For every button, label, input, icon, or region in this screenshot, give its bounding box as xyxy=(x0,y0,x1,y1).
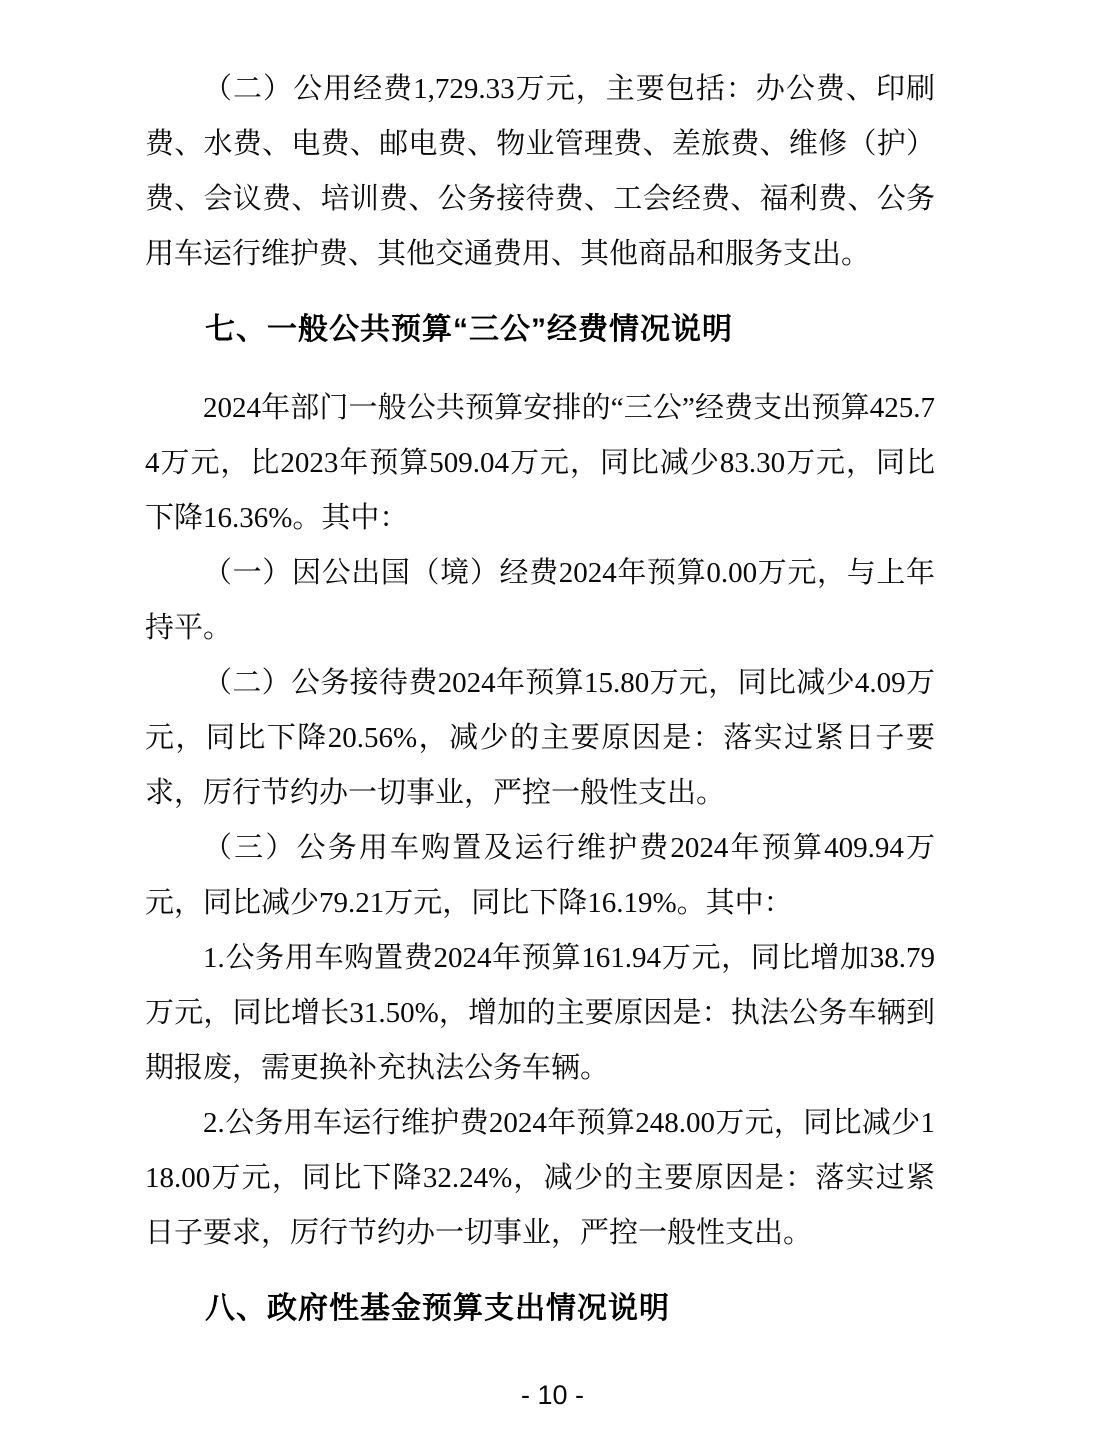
page-number: - 10 - xyxy=(520,1380,585,1410)
paragraph-overseas-travel-expense: （一）因公出国（境）经费2024年预算0.00万元，与上年持平。 xyxy=(145,557,935,644)
heading-section-8-government-fund-budget: 八、政府性基金预算支出情况说明 xyxy=(205,1292,670,1325)
page-footer xyxy=(0,1378,1105,1412)
paragraph-sangong-budget-overview: 2024年部门一般公共预算安排的“三公”经费支出预算425.74万元，比2023年预算509.04万元，同比减少83.30万元，同比下降16.36%。其中： xyxy=(145,392,935,534)
paragraph-vehicle-operation-maintenance-expense: 2.公务用车运行维护费2024年预算248.00万元，同比减少118.00万元，同比下降32.24%，减少的主要原因是：落实过紧日子要求，厉行节约办一切事业，严控一般性支出。 xyxy=(145,1107,935,1249)
paragraph-vehicle-purchase-expense: 1.公务用车购置费2024年预算161.94万元，同比增加38.79万元，同比增长31.50%，增加的主要原因是：执法公务车辆到期报废，需更换补充执法公务车辆。 xyxy=(145,942,935,1084)
paragraph-vehicle-purchase-and-maintenance-total: （三）公务用车购置及运行维护费2024年预算409.94万元，同比减少79.21万元，同比下降16.19%。其中： xyxy=(145,832,935,919)
paragraph-official-reception-expense: （二）公务接待费2024年预算15.80万元，同比减少4.09万元，同比下降20.56%，减少的主要原因是：落实过紧日子要求，厉行节约办一切事业，严控一般性支出。 xyxy=(145,667,935,809)
paragraph-public-expenses-breakdown: （二）公用经费1,729.33万元，主要包括：办公费、印刷费、水费、电费、邮电费、物业管理费、差旅费、维修（护）费、会议费、培训费、公务接待费、工会经费、福利费、公务用车运行维护费、其他交通费用、其他商品和服务支出。 xyxy=(145,73,935,270)
heading-section-7-sangong-funds: 七、一般公共预算“三公”经费情况说明 xyxy=(205,313,733,346)
